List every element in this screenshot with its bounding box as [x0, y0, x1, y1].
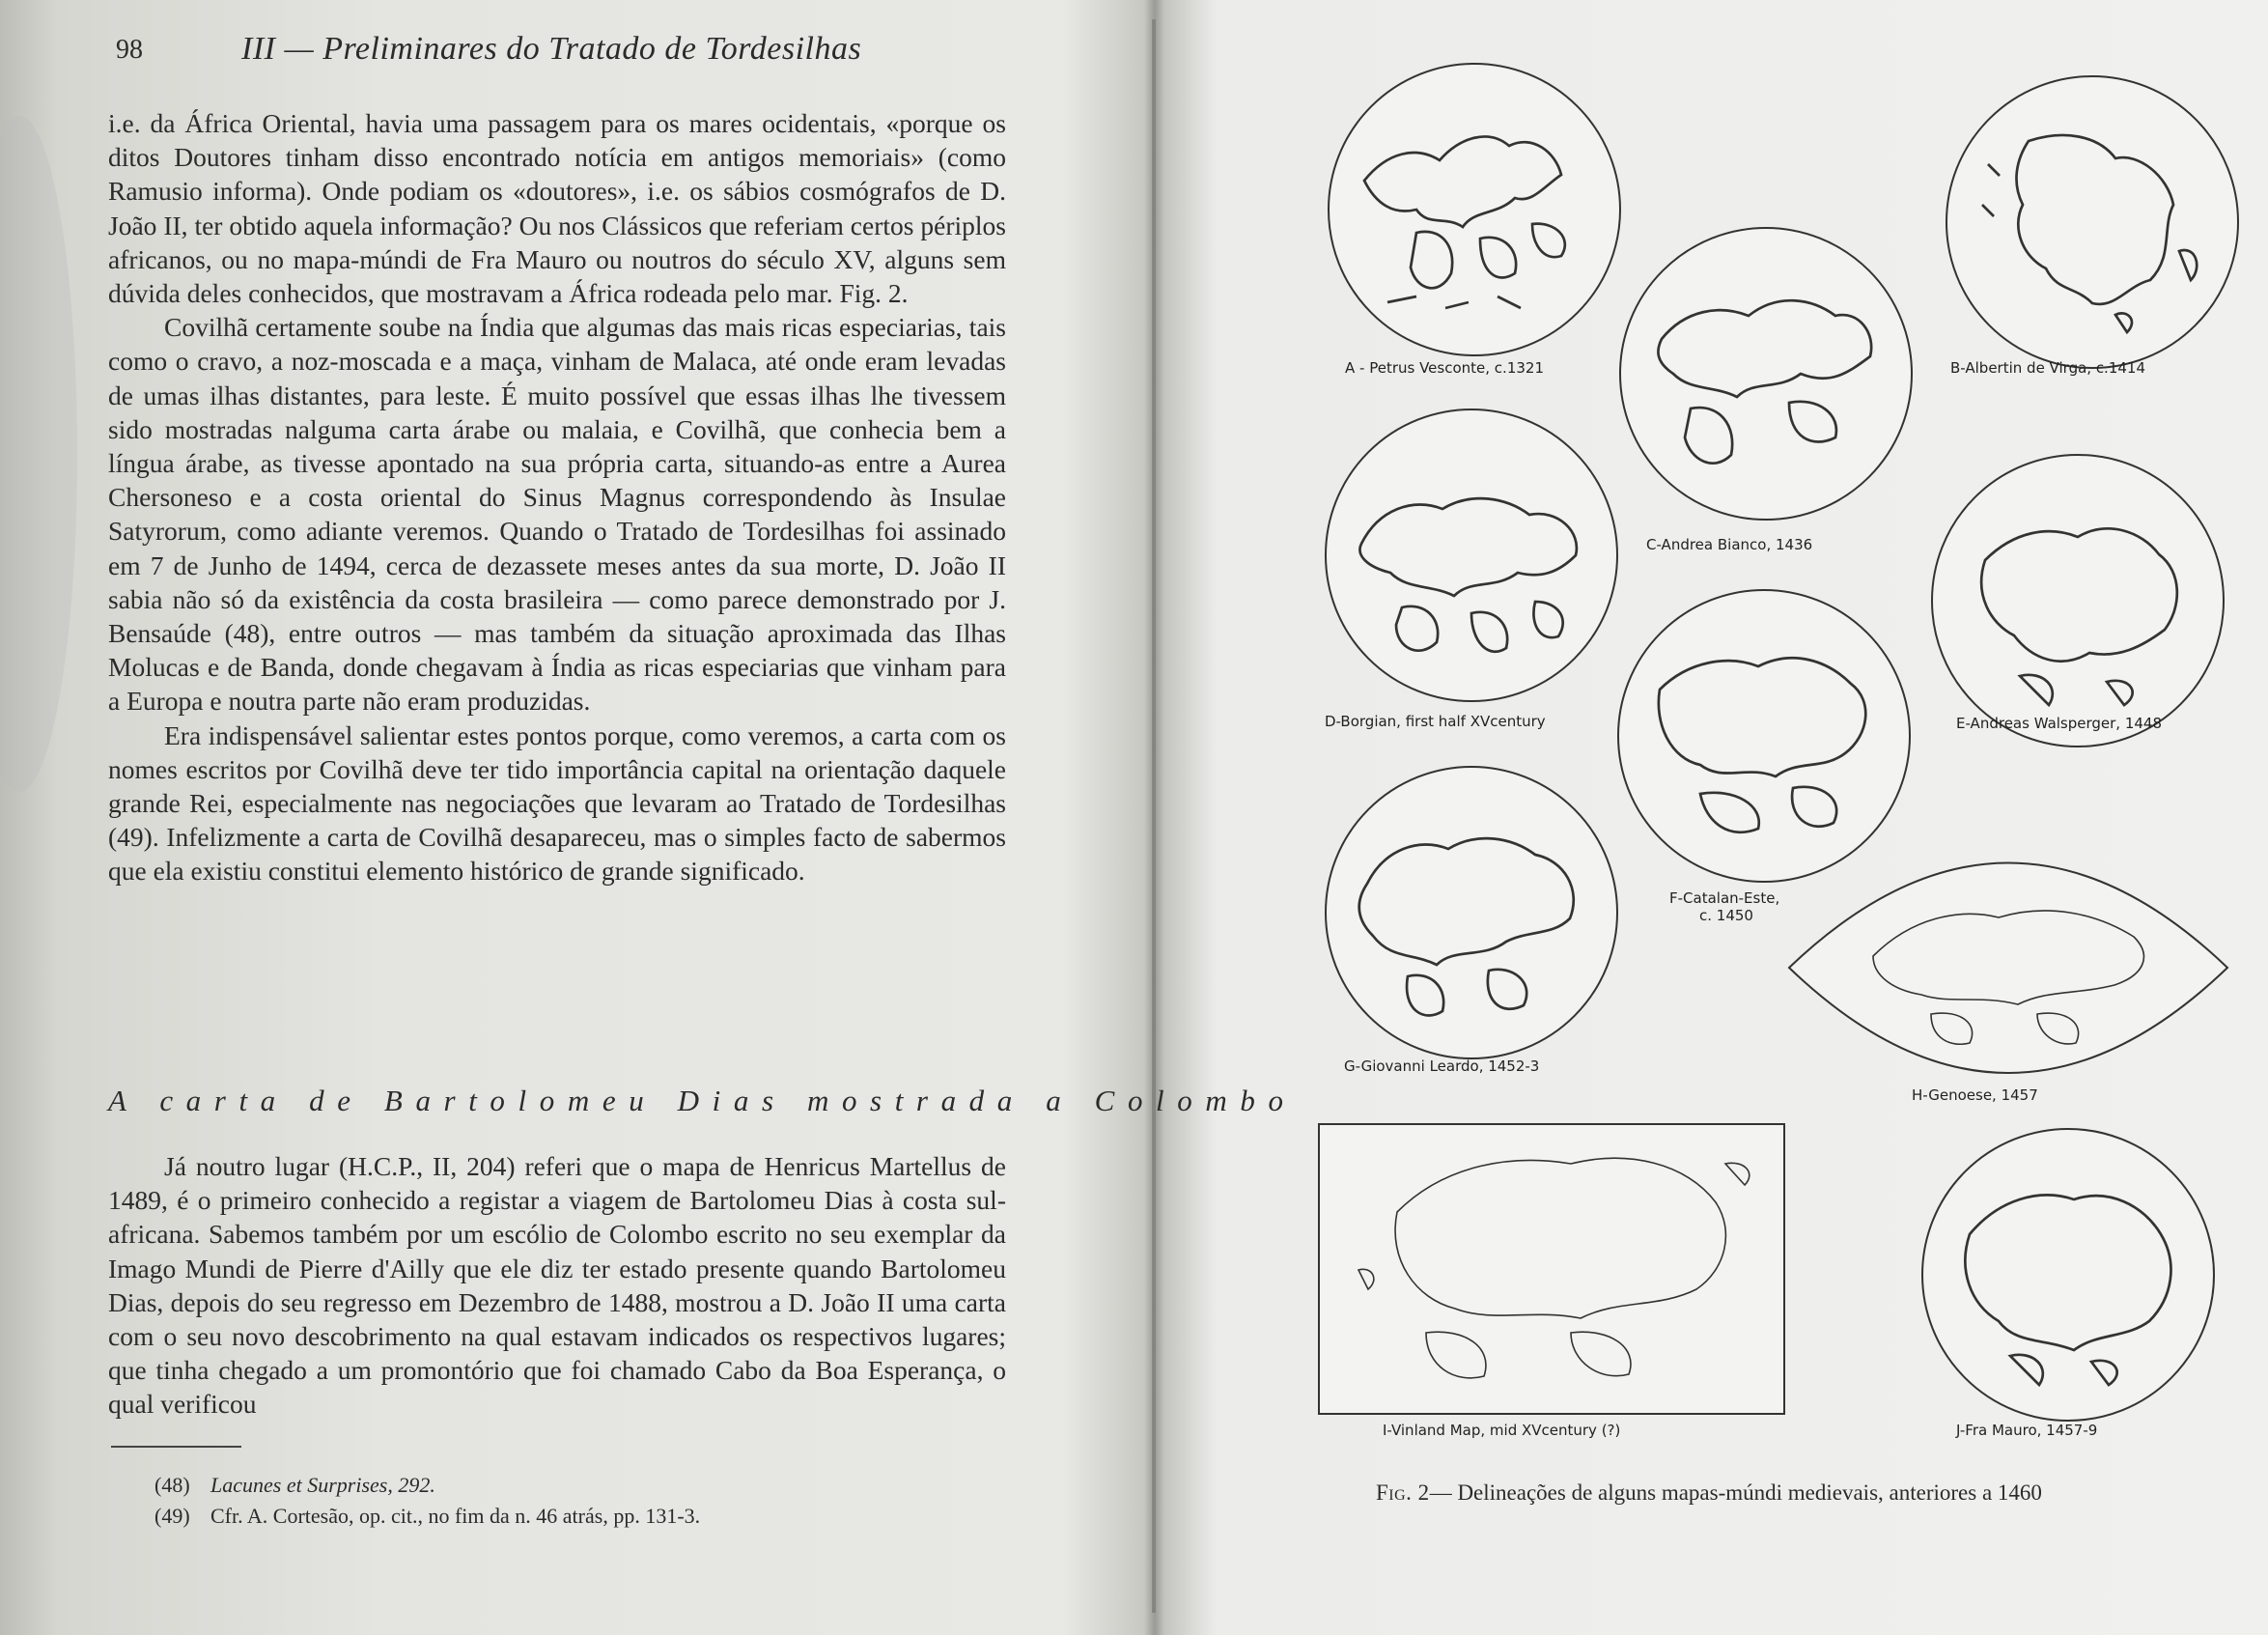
- footnotes: [154, 1470, 1004, 1532]
- map-a-outline: [1330, 65, 1619, 354]
- figure-caption-text: — Delineações de alguns mapas-múndi medievais, anteriores a 1460: [1429, 1480, 2042, 1505]
- map-c-circle: [1619, 227, 1913, 521]
- map-j-circle: [1921, 1128, 2215, 1422]
- map-h-label: H-Genoese, 1457: [1912, 1086, 2038, 1104]
- paragraph-1: i.e. da África Oriental, havia uma passagem para os mares ocidentais, «porque os ditos Doutores tinham disso encontrado notícia em antigos memoriais» (como Ramusio informa). Onde podiam os «doutores», i.e. os sábios cosmógrafos de D. João II, ter obtido aquela informação? Ou nos Clássicos que referiam certos périplos africanos, ou no mapa-múndi de Fra Mauro ou noutros do século XV, alguns sem dúvida deles conhecidos, que mostravam a África rodeada pelo mar. Fig. 2.: [108, 108, 1006, 309]
- paragraph-4: Já noutro lugar (H.C.P., II, 204) referi que o mapa de Henricus Martellus de 1489, é o primeiro conhecido a registar a viagem de Bartolomeu Dias à costa sul-africana. Sabemos também por um escólio de Colombo escrito no seu exemplar da Imago Mundi de Pierre d'Ailly que ele diz ter estado presente quando Bartolomeu Dias, depois do seu regresso em Dezembro de 1488, mostrou a D. João II uma carta com o seu novo descobrimento na qual estavam indicados os respectivos lugares; que tinha chegado a um promontório que foi chamado Cabo da Boa Esperança, o qual verificou: [108, 1151, 1006, 1420]
- map-f-outline: [1619, 591, 1909, 881]
- map-g-circle: [1325, 766, 1618, 1059]
- body-text: [108, 106, 1006, 888]
- map-e-outline: [1933, 456, 2223, 746]
- figure-caption: [1376, 1480, 2187, 1506]
- paragraph-3: Era indispensável salientar estes pontos porque, como veremos, a carta com os nomes escritos por Covilhã deve ter tido importância capital na orientação daquele grande Rei, especialmente nas negociações que levaram ao Tratado de Tordesilhas (49). Infelizmente a carta de Covilhã desapareceu, mas o simples facto de sabermos que ela existiu constitui elemento histórico de grande significado.: [108, 719, 1006, 887]
- map-j-outline: [1923, 1130, 2213, 1420]
- figure-caption-label: Fig. 2: [1376, 1480, 1430, 1505]
- map-b-label: B-Albertin de Virga, c.1414: [1950, 359, 2146, 377]
- footnote-48: [154, 1470, 1004, 1501]
- map-b-outline: [1947, 77, 2237, 367]
- map-j-label: J-Fra Mauro, 1457-9: [1956, 1422, 2098, 1439]
- right-page: [1159, 0, 2268, 1635]
- map-g-label: G-Giovanni Leardo, 1452-3: [1344, 1057, 1540, 1075]
- map-d-circle: [1325, 409, 1618, 702]
- map-i-frame: [1318, 1123, 1785, 1415]
- map-d-label: D-Borgian, first half XVcentury: [1325, 713, 1546, 730]
- page-number: 98: [116, 35, 143, 65]
- map-f-circle: [1617, 589, 1911, 883]
- map-b-circle: [1946, 75, 2239, 369]
- map-i-label: I-Vinland Map, mid XVcentury (?): [1383, 1422, 1621, 1439]
- map-a-label: A - Petrus Vesconte, c.1321: [1345, 359, 1544, 377]
- map-i-outline: [1320, 1125, 1783, 1413]
- map-e-label: E-Andreas Walsperger, 1448: [1956, 715, 2163, 732]
- map-a-circle: [1328, 63, 1621, 356]
- footnote-text: Cfr. A. Cortesão, op. cit., no fim da n. 46 atrás, pp. 131-3.: [210, 1504, 701, 1528]
- map-h-outline: [1786, 850, 2230, 1086]
- footnote-text: Lacunes et Surprises, 292.: [210, 1473, 435, 1497]
- footnote-49: [154, 1501, 1004, 1532]
- running-title: III — Preliminares do Tratado de Tordesilhas: [241, 31, 862, 67]
- map-h-outline-frame: [1786, 850, 2230, 1086]
- page-header: [116, 31, 1023, 89]
- map-f-label: F-Catalan-Este,: [1669, 889, 1780, 907]
- section-heading: A carta de Bartolomeu Dias mostrada a Colombo: [108, 1084, 1297, 1117]
- map-f-label-date: c. 1450: [1699, 907, 1753, 924]
- map-c-outline: [1621, 229, 1911, 519]
- map-e-circle: [1931, 454, 2225, 747]
- footnote-rule: [111, 1446, 241, 1448]
- footnote-number: (48): [154, 1473, 190, 1497]
- footnote-number: (49): [154, 1504, 190, 1528]
- map-d-outline: [1327, 410, 1616, 700]
- map-c-label: C-Andrea Bianco, 1436: [1646, 536, 1813, 553]
- body-text-continued: [108, 1149, 1006, 1422]
- paragraph-2: Covilhã certamente soube na Índia que algumas das mais ricas especiarias, tais como o cravo, a noz-moscada e a maça, vinham de Malaca, até onde eram levadas de umas ilhas distantes, para leste. É muito possível que essas ilhas lhe tivessem sido mostradas nalguma carta árabe ou malaia, e Covilhã, que conhecia bem a língua árabe, as tivesse apontado na sua própria carta, situando-as entre a Aurea Chersoneso e a costa oriental do Sinus Magnus correspondendo às Insulae Satyrorum, como adiante veremos. Quando o Tratado de Tordesilhas foi assinado em 7 de Junho de 1494, cerca de dezassete meses antes da sua morte, D. João II sabia não só da existência da costa brasileira — como parece demonstrado por J. Bensaúde (48), entre outros — mas também da situação aproximada das Ilhas Molucas e de Banda, donde chegavam à Índia as ricas especiarias que vinham para a Europa e noutra parte não eram produzidas.: [108, 312, 1006, 717]
- map-g-outline: [1327, 768, 1616, 1057]
